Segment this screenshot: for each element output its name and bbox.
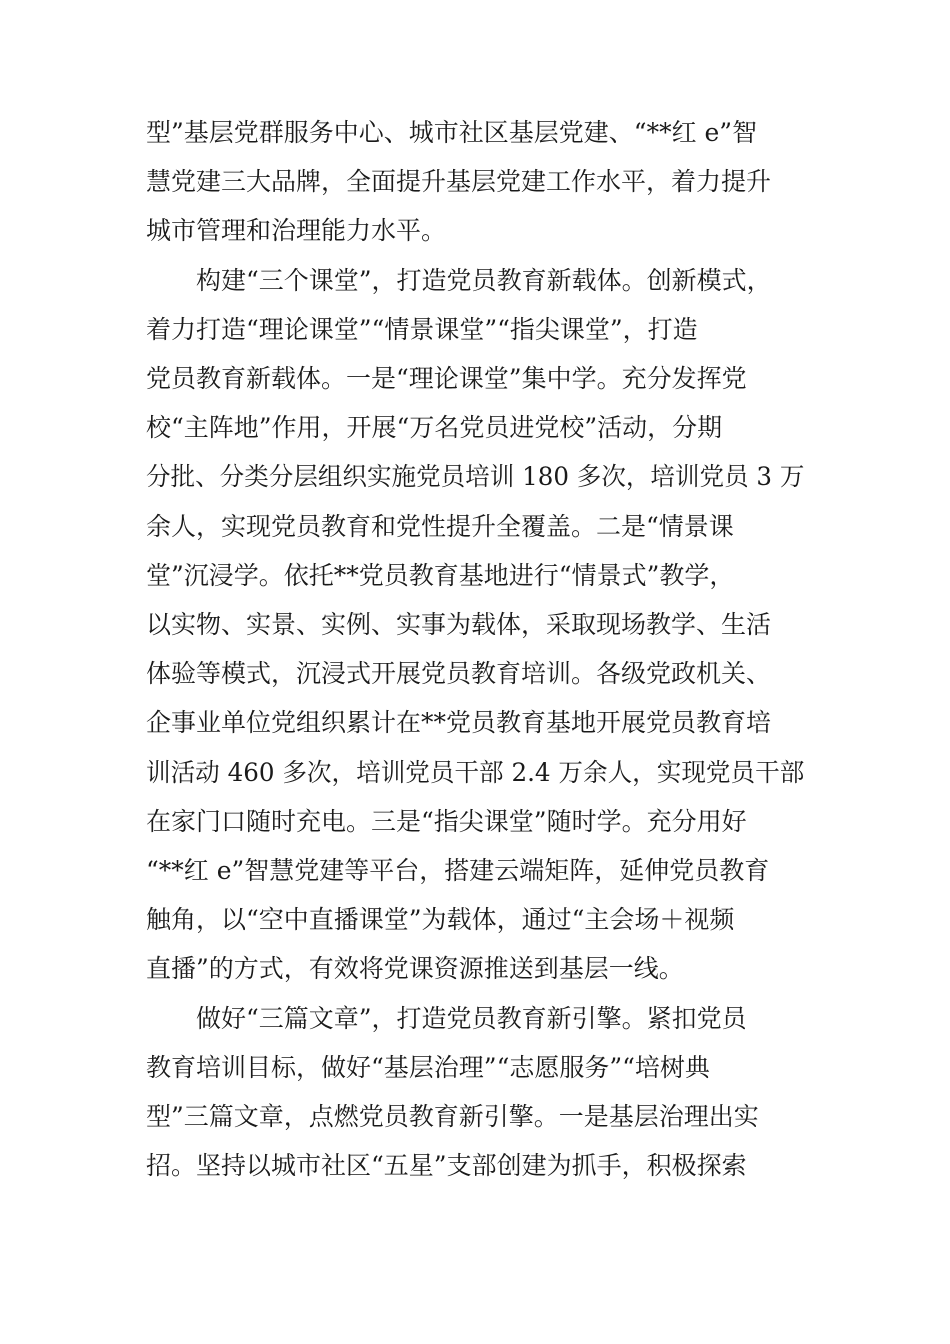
para-2-line: 训活动 460 多次，培训党员干部 2.4 万余人，实现党员干部 (146, 757, 805, 787)
para-2-line: 分批、分类分层组织实施党员培训 180 多次，培训党员 3 万 (146, 462, 805, 492)
para-2-line: 堂”沉浸学。依托**党员教育基地进行“情景式”教学， (146, 560, 735, 590)
para-2-line: “**红 e”智慧党建等平台，搭建云端矩阵，延伸党员教育 (146, 856, 770, 885)
para-2-line: 在家门口随时充电。三是“指尖课堂”随时学。充分用好 (146, 806, 747, 836)
para-2-line: 校“主阵地”作用，开展“万名党员进党校”活动，分期 (146, 413, 723, 443)
para-2-line: 体验等模式，沉浸式开展党员教育培训。各级党政机关、 (146, 659, 772, 689)
para-3-line: 招。坚持以城市社区“五星”支部创建为抓手，积极探索 (146, 1151, 747, 1181)
para-2-line: 党员教育新载体。一是“理论课堂”集中学。充分发挥党 (146, 364, 747, 393)
para-1-line: 慧党建三大品牌，全面提升基层党建工作水平，着力提升 (146, 167, 772, 197)
para-1-line: 城市管理和治理能力水平。 (146, 216, 447, 246)
para-2-line: 着力打造“理论课堂”“情景课堂”“指尖课堂”，打造 (146, 314, 698, 344)
para-2-line: 构建“三个课堂”，打造党员教育新载体。创新模式， (196, 265, 772, 295)
para-2-line: 余人，实现党员教育和党性提升全覆盖。二是“情景课 (146, 511, 734, 541)
para-2-line: 企事业单位党组织累计在**党员教育基地开展党员教育培 (146, 708, 772, 738)
para-2-line: 直播”的方式，有效将党课资源推送到基层一线。 (146, 954, 684, 984)
para-2-line: 以实物、实景、实例、实事为载体，采取现场教学、生活 (146, 610, 772, 639)
para-2-line: 触角，以“空中直播课堂”为载体，通过“主会场＋视频 (146, 905, 735, 935)
para-3-line: 做好“三篇文章”，打造党员教育新引擎。紧扣党员 (196, 1003, 747, 1033)
para-1-line: 型”基层党群服务中心、城市社区基层党建、“**红 e”智 (146, 118, 758, 147)
para-3-line: 型”三篇文章，点燃党员教育新引擎。一是基层治理出实 (146, 1102, 759, 1131)
para-3-line: 教育培训目标，做好“基层治理”“志愿服务”“培树典 (146, 1052, 710, 1082)
